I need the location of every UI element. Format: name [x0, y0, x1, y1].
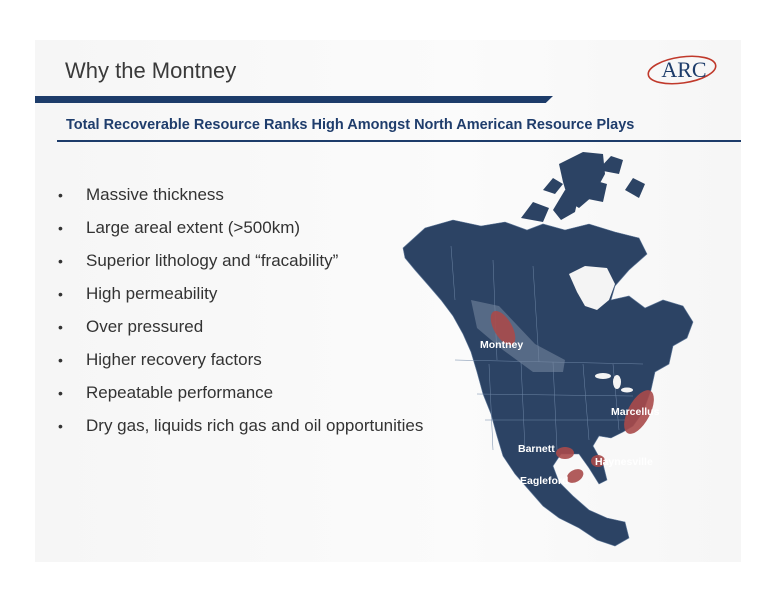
label-marcellus: Marcellus — [611, 406, 660, 418]
bullet-item — [58, 315, 423, 348]
bullet-text: Repeatable performance — [86, 383, 274, 402]
bullet-item — [58, 216, 423, 249]
bullet-text: Over pressured — [86, 317, 204, 336]
bullet-text: Higher recovery factors — [86, 350, 262, 369]
label-eagleford: Eagleford — [520, 475, 569, 487]
play-barnett — [556, 447, 574, 459]
bullet-text: Large areal extent (>500km) — [86, 218, 301, 237]
label-haynesville: Haynesville — [595, 456, 653, 468]
bullet-marker: • — [58, 187, 63, 203]
label-montney: Montney — [480, 339, 524, 351]
bullet-item — [58, 381, 423, 414]
north-america-map — [393, 150, 763, 560]
arc-logo — [644, 50, 722, 90]
bullet-marker: • — [58, 352, 63, 368]
bullet-text: Superior lithology and “fracability” — [86, 251, 339, 270]
bullet-list — [58, 183, 423, 447]
bullet-text: Dry gas, liquids rich gas and oil opportunities — [86, 416, 424, 435]
bullet-item — [58, 414, 423, 447]
slide-subtitle: Total Recoverable Resource Ranks High Amongst North American Resource Plays — [66, 117, 635, 133]
bullet-item — [58, 348, 423, 381]
slide-title: Why the Montney — [65, 58, 237, 83]
bullet-text: High permeability — [86, 284, 218, 303]
bullet-marker: • — [58, 418, 63, 434]
header-bar — [35, 96, 553, 103]
bullet-marker: • — [58, 385, 63, 401]
logo-text: ARC — [661, 57, 707, 82]
bullet-text: Massive thickness — [86, 185, 224, 204]
bullet-item — [58, 282, 423, 315]
bullet-marker: • — [58, 253, 63, 269]
subtitle-rule — [57, 140, 741, 142]
bullet-item — [58, 249, 423, 282]
bullet-item — [58, 183, 423, 216]
bullet-marker: • — [58, 286, 63, 302]
bullet-marker: • — [58, 319, 63, 335]
label-barnett: Barnett — [518, 443, 555, 455]
continent — [403, 220, 693, 546]
bullet-marker: • — [58, 220, 63, 236]
